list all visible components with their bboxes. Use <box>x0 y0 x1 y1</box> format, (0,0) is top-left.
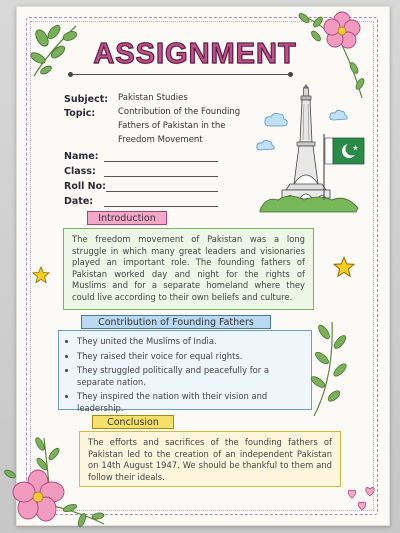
topic-label: Topic: <box>64 108 96 119</box>
class-label: Class: <box>64 166 96 177</box>
class-field[interactable] <box>104 176 218 177</box>
introduction-heading: Introduction <box>87 211 167 225</box>
date-label: Date: <box>64 196 94 207</box>
contribution-heading: Contribution of Founding Fathers <box>81 315 271 329</box>
subject-label: Subject: <box>64 94 109 105</box>
list-item: • They struggled politically and peacefully for a separate nation. <box>77 365 303 388</box>
topic-line: Freedom Movement <box>118 135 203 145</box>
leaf-icon <box>28 18 82 80</box>
introduction-box <box>63 228 314 310</box>
topic-line: Contribution of the Founding <box>118 107 241 117</box>
conclusion-heading: Conclusion <box>92 415 174 429</box>
leaf-icon <box>304 318 350 418</box>
topic-line: Fathers of Pakistan in the <box>118 121 226 131</box>
contribution-box <box>58 330 312 413</box>
date-field[interactable] <box>104 206 218 207</box>
roll-label: Roll No: <box>64 181 106 192</box>
subject-value: Pakistan Studies <box>118 93 188 103</box>
title-underline <box>70 74 290 75</box>
name-label: Name: <box>64 151 99 162</box>
minar-e-pakistan-icon <box>256 82 368 214</box>
flower-icon <box>4 434 108 530</box>
topic-value <box>118 105 268 147</box>
introduction-text: The freedom movement of Pakistan was a long struggle in which many great leaders and visionaries played an important role. The founding fathers of Pakistan worked day and night for the rights of Muslims and for a separate homeland where they could live according to their own beliefs and culture. <box>72 234 305 302</box>
heart-icon <box>344 486 380 514</box>
conclusion-text: The efforts and sacrifices of the founding fathers of Pakistan led to the creation of an independent Pakistan on 14th August 1947. We should be thankful to them and follow their ideals. <box>88 437 332 482</box>
star-icon <box>32 266 50 284</box>
list-item: • They raised their voice for equal rights. <box>77 351 303 363</box>
star-icon <box>333 256 355 278</box>
roll-field[interactable] <box>106 191 218 192</box>
list-item: • They united the Muslims of India. <box>77 336 303 348</box>
contribution-list <box>67 336 303 415</box>
conclusion-box <box>79 431 341 487</box>
list-item: • They inspired the nation with their vision and leadership. <box>77 391 303 414</box>
page-title: ASSIGNMENT <box>93 38 297 70</box>
name-field[interactable] <box>104 161 218 162</box>
